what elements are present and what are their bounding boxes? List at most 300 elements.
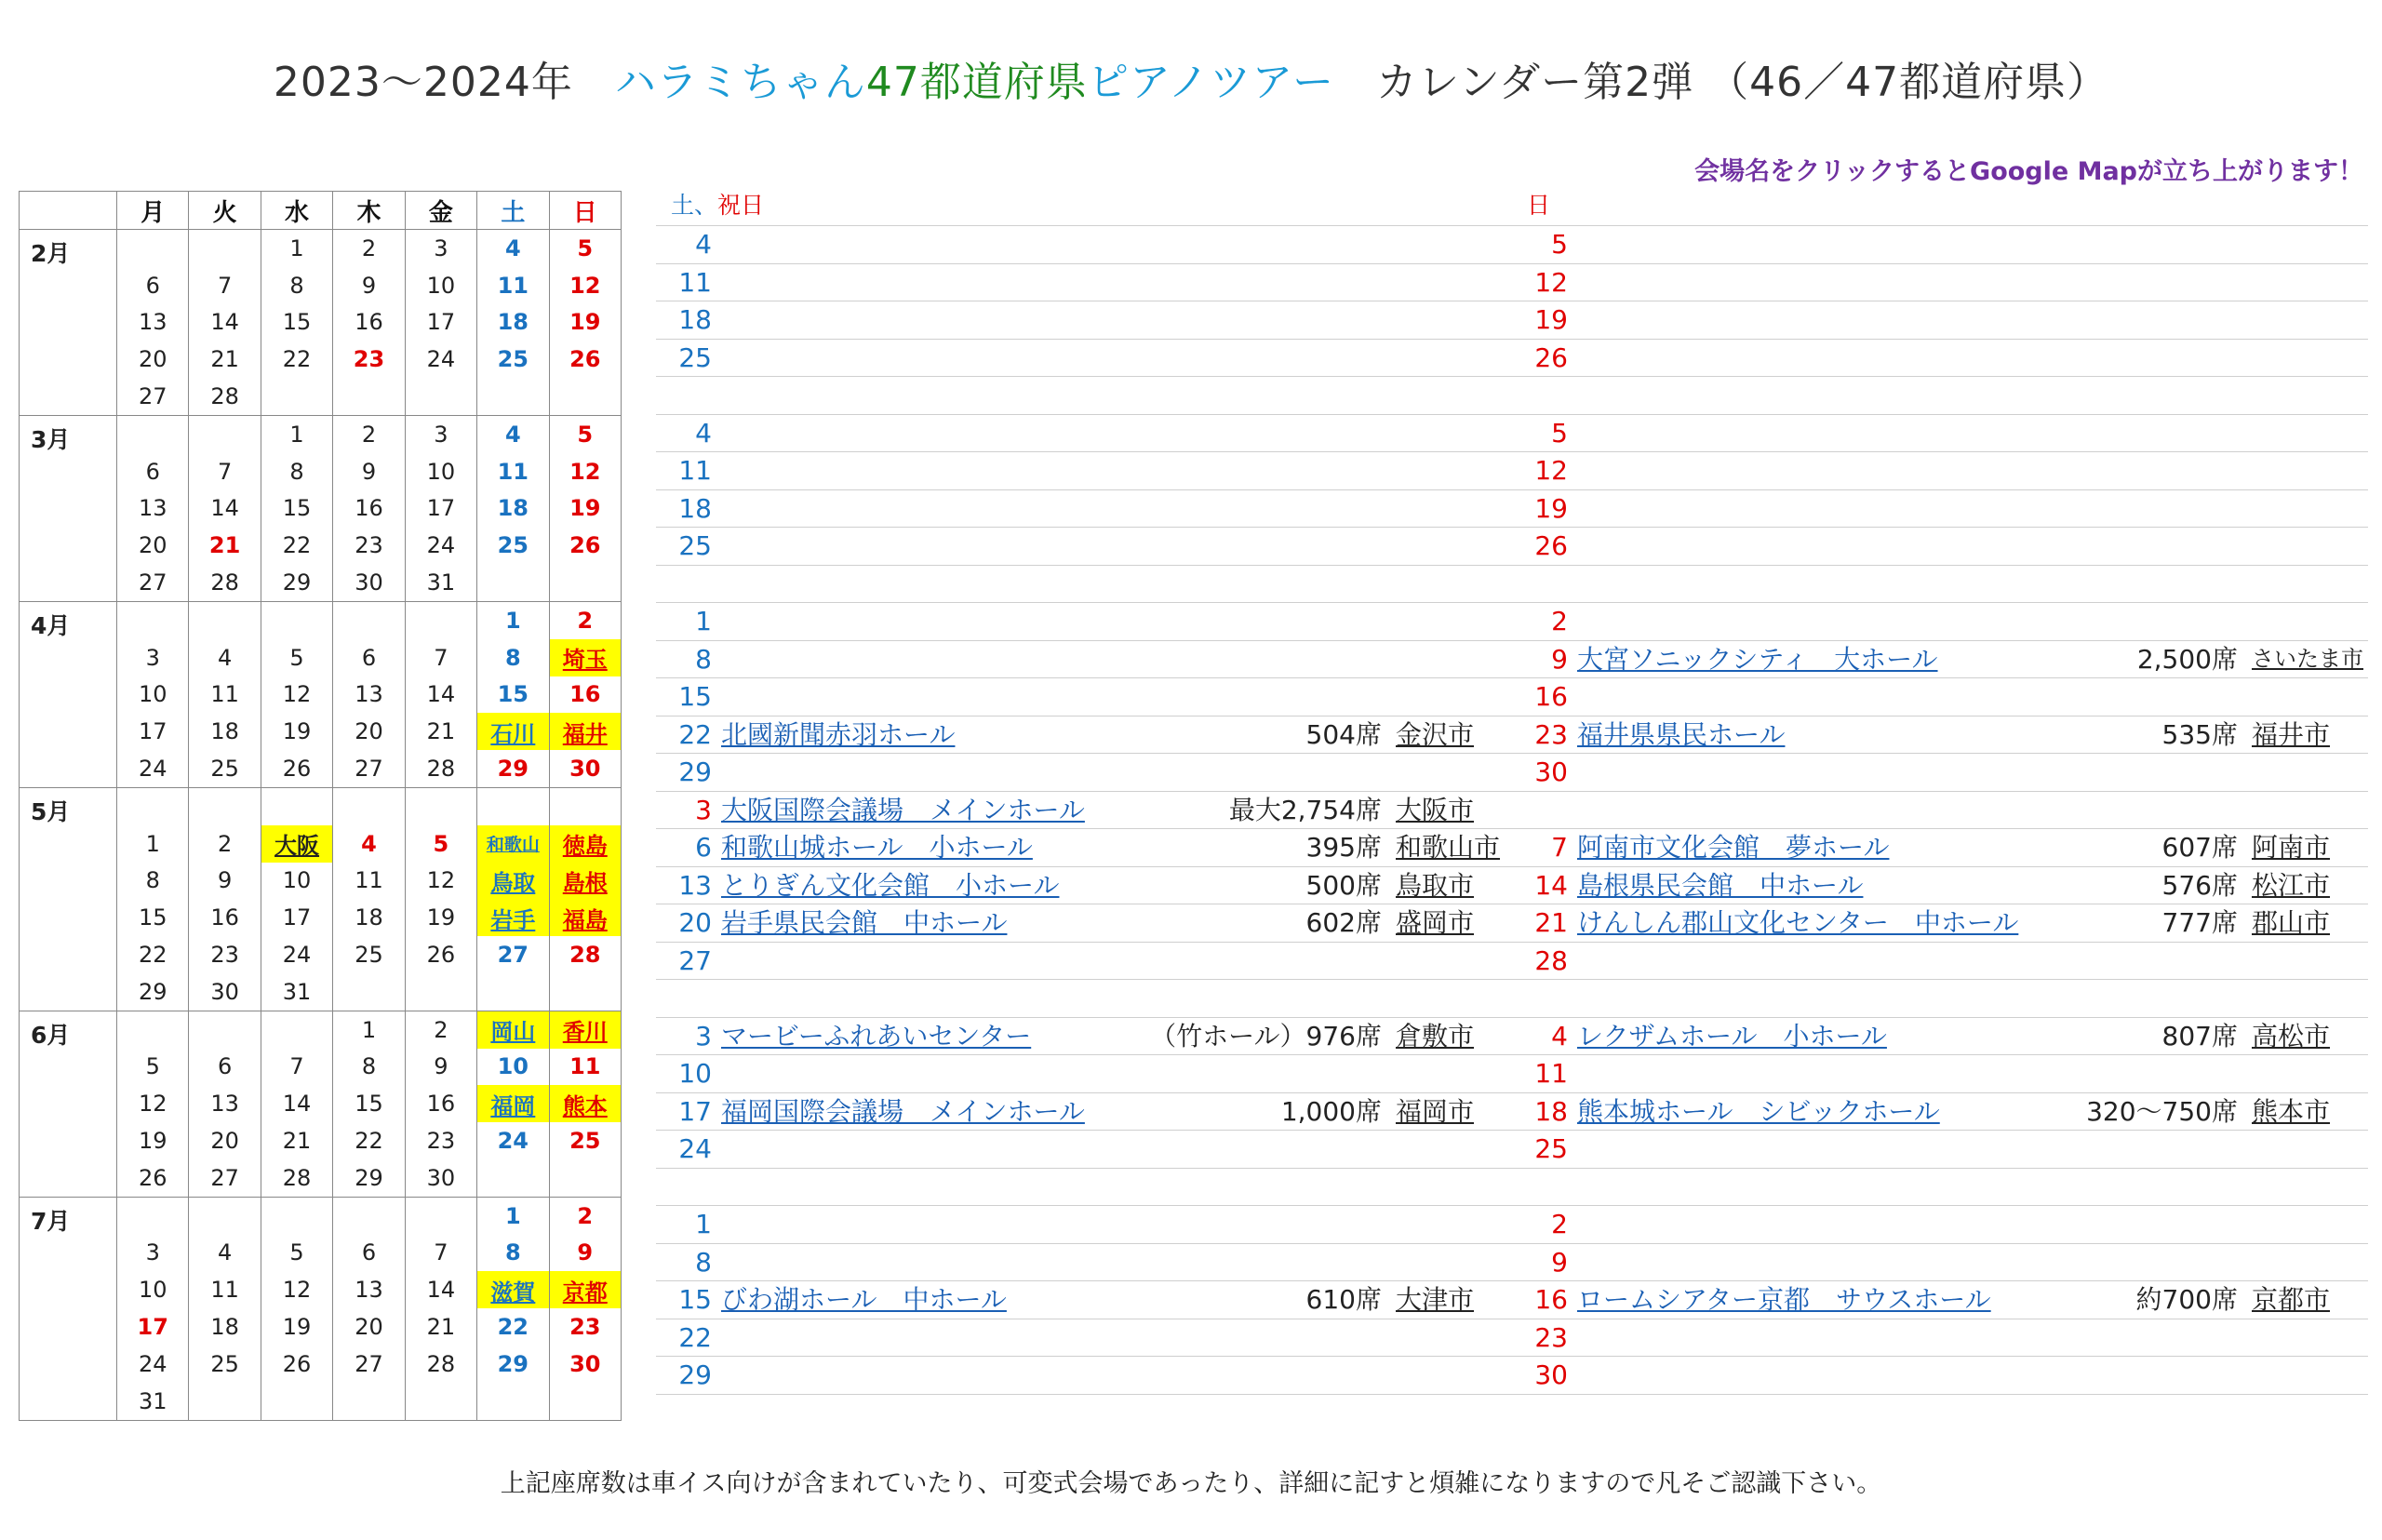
seat-count-disclaimer: 上記座席数は車イス向けが含まれていたり、可変式会場であったり、詳細に記すと煩雑になりますので凡そご認識下さい。 bbox=[500, 1469, 1882, 1498]
calendar-day-cell bbox=[549, 1159, 621, 1197]
event-row bbox=[656, 1055, 1512, 1093]
event-row bbox=[656, 716, 1512, 755]
event-day: 18 bbox=[1534, 1095, 1568, 1127]
event-row bbox=[656, 264, 1512, 302]
calendar-day-cell bbox=[189, 787, 261, 824]
calendar-day-cell: 12 bbox=[261, 1271, 332, 1308]
tour-date-cell[interactable] bbox=[477, 825, 549, 863]
calendar-day-cell: 7 bbox=[405, 1235, 476, 1272]
calendar-day-cell: 15 bbox=[477, 676, 549, 714]
event-row bbox=[656, 1319, 1512, 1358]
calendar-week-row bbox=[20, 415, 622, 452]
event-row bbox=[1512, 943, 2368, 981]
city-name: 倉敷市 bbox=[1396, 1020, 1475, 1051]
event-day: 18 bbox=[678, 492, 712, 524]
calendar-day-cell: 26 bbox=[261, 750, 332, 787]
calendar-day-cell bbox=[189, 1011, 261, 1048]
calendar-day-cell bbox=[405, 1197, 476, 1234]
calendar-week-row bbox=[20, 601, 622, 638]
tour-date-cell[interactable] bbox=[549, 825, 621, 863]
calendar-day-cell: 25 bbox=[477, 341, 549, 378]
calendar-day-cell: 4 bbox=[189, 639, 261, 676]
calendar-day-cell: 13 bbox=[117, 304, 189, 341]
calendar-day-cell: 8 bbox=[333, 1049, 405, 1086]
calendar-day-cell: 25 bbox=[477, 527, 549, 564]
event-row bbox=[656, 1131, 1512, 1169]
event-row bbox=[1512, 754, 2368, 792]
tour-date-cell[interactable] bbox=[549, 1011, 621, 1048]
seat-count: 576席 bbox=[2161, 869, 2238, 901]
calendar-day-cell: 24 bbox=[261, 936, 332, 973]
event-row bbox=[1512, 1093, 2368, 1132]
calendar-day-cell: 17 bbox=[117, 713, 189, 750]
venue-map-link[interactable]: とりぎん文化会館 小ホール bbox=[721, 869, 1060, 901]
event-row bbox=[1512, 226, 2368, 264]
venue-map-link[interactable]: ロームシアター京都 サウスホール bbox=[1577, 1284, 1991, 1315]
event-day: 18 bbox=[678, 304, 712, 335]
event-day: 4 bbox=[695, 417, 712, 449]
venue-map-link[interactable]: 大宮ソニックシティ 大ホール bbox=[1577, 643, 1938, 675]
calendar-day-cell: 24 bbox=[405, 341, 476, 378]
calendar-day-cell: 11 bbox=[189, 676, 261, 714]
calendar-day-cell: 30 bbox=[405, 1159, 476, 1197]
tour-date-cell[interactable] bbox=[477, 713, 549, 750]
tour-date-cell[interactable] bbox=[549, 1271, 621, 1308]
seat-count: 最大2,754席 bbox=[1228, 794, 1382, 825]
calendar-day-cell: 12 bbox=[117, 1085, 189, 1122]
calendar-day-cell bbox=[405, 378, 476, 415]
calendar-day-cell bbox=[333, 601, 405, 638]
calendar-day-cell: 7 bbox=[189, 267, 261, 304]
calendar-day-cell bbox=[189, 601, 261, 638]
event-row bbox=[656, 1169, 1512, 1207]
event-day: 22 bbox=[678, 1321, 712, 1353]
event-row bbox=[656, 1244, 1512, 1282]
calendar-day-cell bbox=[117, 601, 189, 638]
calendar-day-cell: 12 bbox=[549, 267, 621, 304]
event-day: 23 bbox=[1534, 718, 1568, 750]
tour-prefecture-label: 大阪 bbox=[274, 833, 320, 860]
calendar-day-cell: 17 bbox=[405, 490, 476, 528]
calendar-day-cell: 31 bbox=[261, 973, 332, 1011]
calendar-day-cell: 25 bbox=[189, 1346, 261, 1383]
event-row bbox=[1512, 1055, 2368, 1093]
calendar-day-cell: 17 bbox=[117, 1308, 189, 1346]
calendar-day-cell: 24 bbox=[405, 527, 476, 564]
calendar-day-cell: 13 bbox=[333, 676, 405, 714]
calendar-day-cell: 8 bbox=[261, 453, 332, 490]
month-label: 3月 bbox=[20, 415, 117, 601]
tour-date-cell[interactable] bbox=[549, 899, 621, 936]
calendar-day-cell bbox=[261, 1197, 332, 1234]
calendar-day-cell: 12 bbox=[405, 863, 476, 900]
event-day: 15 bbox=[678, 1284, 712, 1315]
city-name: 高松市 bbox=[2252, 1020, 2331, 1051]
tour-date-cell[interactable] bbox=[549, 713, 621, 750]
saturday-list-header bbox=[656, 186, 1512, 226]
event-row bbox=[656, 340, 1512, 378]
weekday-sat: 土 bbox=[477, 192, 549, 230]
event-row bbox=[1512, 340, 2368, 378]
event-day: 7 bbox=[1551, 832, 1568, 863]
event-row bbox=[656, 754, 1512, 792]
city-name: 大阪市 bbox=[1396, 794, 1475, 825]
calendar-day-cell: 9 bbox=[189, 863, 261, 900]
month-label: 2月 bbox=[20, 230, 117, 416]
calendar-day-cell: 23 bbox=[405, 1122, 476, 1159]
calendar-day-cell: 18 bbox=[477, 304, 549, 341]
tour-date-cell[interactable] bbox=[477, 1271, 549, 1308]
calendar-day-cell bbox=[333, 1383, 405, 1420]
calendar-day-cell: 20 bbox=[333, 1308, 405, 1346]
calendar-day-cell: 16 bbox=[549, 676, 621, 714]
calendar-day-cell: 28 bbox=[189, 564, 261, 601]
calendar-day-cell: 7 bbox=[189, 453, 261, 490]
title-years: 2023～2024年 bbox=[273, 59, 615, 106]
calendar-day-cell bbox=[117, 415, 189, 452]
calendar-day-cell: 12 bbox=[549, 453, 621, 490]
calendar-day-cell: 5 bbox=[549, 230, 621, 267]
page-title bbox=[0, 48, 2382, 108]
calendar-day-cell bbox=[405, 973, 476, 1011]
weekday-header-row bbox=[20, 192, 622, 230]
calendar-day-cell: 23 bbox=[333, 341, 405, 378]
event-row bbox=[1512, 904, 2368, 943]
event-row bbox=[656, 904, 1512, 943]
event-day: 27 bbox=[678, 944, 712, 976]
calendar-day-cell: 29 bbox=[333, 1159, 405, 1197]
calendar-day-cell: 1 bbox=[261, 230, 332, 267]
tour-date-cell[interactable] bbox=[477, 863, 549, 900]
event-row bbox=[656, 490, 1512, 529]
event-day: 4 bbox=[1551, 1020, 1568, 1051]
title-subtitle: カレンダー第2弾 （46／47都道府県） bbox=[1334, 59, 2109, 106]
calendar-day-cell bbox=[549, 787, 621, 824]
calendar-day-cell: 21 bbox=[189, 341, 261, 378]
event-day: 6 bbox=[695, 832, 712, 863]
event-day: 5 bbox=[1551, 417, 1568, 449]
calendar-day-cell: 21 bbox=[405, 713, 476, 750]
calendar-day-cell: 28 bbox=[405, 750, 476, 787]
calendar-day-cell bbox=[549, 1383, 621, 1420]
month-label: 4月 bbox=[20, 601, 117, 787]
event-row bbox=[1512, 301, 2368, 340]
event-day: 11 bbox=[678, 455, 712, 486]
seat-count: 1,000席 bbox=[1280, 1095, 1382, 1127]
calendar-day-cell bbox=[477, 973, 549, 1011]
calendar-day-cell: 26 bbox=[549, 341, 621, 378]
venue-map-link[interactable]: 和歌山城ホール 小ホール bbox=[721, 832, 1033, 863]
event-row bbox=[1512, 377, 2368, 415]
tour-prefecture-label: 福井 bbox=[562, 720, 608, 747]
event-day: 19 bbox=[1534, 492, 1568, 524]
calendar-day-cell: 23 bbox=[549, 1308, 621, 1346]
event-day: 2 bbox=[1551, 1209, 1568, 1239]
city-name: 大津市 bbox=[1396, 1284, 1475, 1315]
calendar-day-cell: 19 bbox=[405, 899, 476, 936]
event-day: 25 bbox=[1534, 1133, 1568, 1164]
calendar-day-cell: 15 bbox=[333, 1085, 405, 1122]
calendar-day-cell bbox=[333, 973, 405, 1011]
calendar-day-cell: 17 bbox=[405, 304, 476, 341]
event-day: 3 bbox=[695, 1020, 712, 1051]
venue-map-link[interactable]: 福岡国際会議場 メインホール bbox=[721, 1095, 1085, 1127]
calendar-day-cell: 6 bbox=[333, 639, 405, 676]
city-name: 阿南市 bbox=[2252, 832, 2331, 863]
tour-date-cell[interactable] bbox=[261, 825, 332, 863]
calendar-day-cell bbox=[189, 415, 261, 452]
calendar-day-cell: 21 bbox=[261, 1122, 332, 1159]
calendar-day-cell: 5 bbox=[261, 1235, 332, 1272]
calendar-day-cell: 25 bbox=[333, 936, 405, 973]
event-row bbox=[656, 829, 1512, 867]
tour-prefecture-label: 福島 bbox=[562, 906, 608, 933]
calendar-day-cell: 23 bbox=[333, 527, 405, 564]
tour-date-cell[interactable] bbox=[477, 1085, 549, 1122]
calendar-day-cell: 26 bbox=[405, 936, 476, 973]
event-row bbox=[656, 792, 1512, 830]
calendar-day-cell: 16 bbox=[333, 490, 405, 528]
calendar-day-cell: 19 bbox=[549, 304, 621, 341]
calendar-day-cell: 1 bbox=[333, 1011, 405, 1048]
event-row bbox=[1512, 566, 2368, 604]
calendar-day-cell: 8 bbox=[477, 1235, 549, 1272]
event-day: 11 bbox=[678, 266, 712, 298]
venue-map-link[interactable]: 岩手県民会館 中ホール bbox=[721, 907, 1008, 938]
calendar-day-cell: 31 bbox=[405, 564, 476, 601]
calendar-day-cell: 19 bbox=[261, 1308, 332, 1346]
weekday-thu: 木 bbox=[333, 192, 405, 230]
event-row bbox=[656, 1018, 1512, 1056]
calendar-day-cell bbox=[333, 378, 405, 415]
venue-map-link[interactable]: 阿南市文化会館 夢ホール bbox=[1577, 832, 1890, 863]
tour-date-cell[interactable] bbox=[477, 899, 549, 936]
calendar-day-cell: 29 bbox=[261, 564, 332, 601]
event-row bbox=[1512, 829, 2368, 867]
calendar-day-cell: 25 bbox=[189, 750, 261, 787]
event-day: 12 bbox=[1534, 266, 1568, 298]
city-name: 京都市 bbox=[2252, 1284, 2331, 1315]
calendar-day-cell: 10 bbox=[261, 863, 332, 900]
calendar-day-cell: 24 bbox=[117, 750, 189, 787]
tour-date-cell[interactable] bbox=[549, 863, 621, 900]
calendar-day-cell: 11 bbox=[477, 267, 549, 304]
seat-count: （竹ホール）976席 bbox=[1150, 1020, 1382, 1051]
calendar-day-cell bbox=[477, 378, 549, 415]
holiday-header-label: 祝日 bbox=[717, 192, 765, 219]
event-row bbox=[656, 415, 1512, 453]
calendar-day-cell bbox=[261, 378, 332, 415]
event-row bbox=[1512, 1018, 2368, 1056]
calendar-day-cell: 2 bbox=[549, 601, 621, 638]
event-row bbox=[1512, 1244, 2368, 1282]
venue-map-link[interactable]: マービーふれあいセンター bbox=[721, 1020, 1032, 1051]
tour-prefecture-label: 福岡 bbox=[490, 1092, 536, 1119]
calendar-day-cell: 24 bbox=[117, 1346, 189, 1383]
calendar-day-cell: 30 bbox=[549, 750, 621, 787]
calendar-week-row bbox=[20, 230, 622, 267]
calendar-day-cell: 7 bbox=[261, 1049, 332, 1086]
calendar-day-cell: 27 bbox=[117, 564, 189, 601]
calendar-day-cell bbox=[477, 1159, 549, 1197]
calendar-day-cell: 22 bbox=[477, 1308, 549, 1346]
calendar-day-cell: 27 bbox=[477, 936, 549, 973]
calendar-day-cell: 3 bbox=[405, 230, 476, 267]
calendar-day-cell: 21 bbox=[405, 1308, 476, 1346]
event-day: 17 bbox=[678, 1095, 712, 1127]
calendar-day-cell: 3 bbox=[117, 1235, 189, 1272]
event-row bbox=[656, 566, 1512, 604]
venue-map-link[interactable]: 福井県県民ホール bbox=[1577, 718, 1786, 750]
tour-date-cell[interactable] bbox=[477, 1011, 549, 1048]
title-artist: ハラミちゃん bbox=[614, 59, 866, 106]
calendar-day-cell: 25 bbox=[549, 1122, 621, 1159]
event-day: 30 bbox=[1534, 757, 1568, 787]
calendar-day-cell: 27 bbox=[117, 378, 189, 415]
seat-count: 777席 bbox=[2161, 907, 2238, 938]
event-row bbox=[1512, 528, 2368, 566]
seat-count: 2,500席 bbox=[2136, 643, 2238, 675]
calendar-day-cell bbox=[549, 378, 621, 415]
calendar-day-cell bbox=[261, 601, 332, 638]
map-link-note: 会場名をクリックするとGoogle Mapが立ち上がります！ bbox=[1694, 157, 2363, 186]
event-day: 2 bbox=[1551, 606, 1568, 636]
calendar-day-cell: 8 bbox=[477, 639, 549, 676]
calendar-day-cell: 2 bbox=[405, 1011, 476, 1048]
calendar-day-cell: 3 bbox=[405, 415, 476, 452]
event-row bbox=[1512, 867, 2368, 905]
venue-map-link[interactable]: 熊本城ホール シビックホール bbox=[1577, 1095, 1940, 1127]
calendar-day-cell: 14 bbox=[189, 490, 261, 528]
city-name: 金沢市 bbox=[1396, 718, 1475, 750]
event-day: 23 bbox=[1534, 1321, 1568, 1353]
tour-date-cell[interactable] bbox=[549, 639, 621, 676]
calendar-day-cell bbox=[261, 1383, 332, 1420]
calendar-day-cell bbox=[117, 1011, 189, 1048]
event-row bbox=[1512, 1357, 2368, 1395]
calendar-day-cell: 15 bbox=[261, 304, 332, 341]
calendar-day-cell bbox=[477, 787, 549, 824]
saturday-header-label: 土、 bbox=[671, 192, 718, 219]
venue-map-link[interactable]: けんしん郡山文化センター 中ホール bbox=[1577, 907, 2019, 938]
event-row bbox=[1512, 1319, 2368, 1358]
event-row bbox=[656, 226, 1512, 264]
calendar-day-cell: 26 bbox=[117, 1159, 189, 1197]
event-row bbox=[1512, 641, 2368, 679]
event-day: 1 bbox=[695, 1209, 712, 1239]
calendar-day-cell: 27 bbox=[189, 1159, 261, 1197]
seat-count: 602席 bbox=[1305, 907, 1382, 938]
seat-count: 607席 bbox=[2161, 832, 2238, 863]
event-day: 29 bbox=[678, 757, 712, 787]
event-day: 13 bbox=[678, 869, 712, 901]
calendar-day-cell: 28 bbox=[405, 1346, 476, 1383]
city-name: さいたま市 bbox=[2252, 645, 2363, 672]
event-row bbox=[1512, 1281, 2368, 1319]
calendar-day-cell: 31 bbox=[117, 1383, 189, 1420]
calendar-day-cell: 19 bbox=[549, 490, 621, 528]
calendar-day-cell: 28 bbox=[549, 936, 621, 973]
venue-map-link[interactable]: 大阪国際会議場 メインホール bbox=[721, 794, 1085, 825]
calendar-day-cell: 27 bbox=[333, 1346, 405, 1383]
calendar-day-cell: 13 bbox=[189, 1085, 261, 1122]
calendar-day-cell: 6 bbox=[117, 267, 189, 304]
calendar-day-cell: 20 bbox=[333, 713, 405, 750]
calendar-day-cell: 10 bbox=[117, 1271, 189, 1308]
calendar-day-cell: 9 bbox=[333, 453, 405, 490]
calendar-day-cell: 10 bbox=[117, 676, 189, 714]
event-day: 21 bbox=[1534, 907, 1568, 938]
event-day: 8 bbox=[695, 643, 712, 675]
calendar-day-cell: 14 bbox=[405, 676, 476, 714]
weekday-sun: 日 bbox=[549, 192, 621, 230]
event-day: 9 bbox=[1551, 643, 1568, 675]
calendar-day-cell: 28 bbox=[189, 378, 261, 415]
calendar-day-cell: 12 bbox=[261, 676, 332, 714]
event-row bbox=[656, 452, 1512, 490]
calendar-day-cell: 4 bbox=[477, 230, 549, 267]
title-prefectures: 47都道府県 bbox=[865, 59, 1088, 106]
event-row bbox=[1512, 1169, 2368, 1207]
calendar-day-cell: 29 bbox=[117, 973, 189, 1011]
weekday-wed: 水 bbox=[261, 192, 332, 230]
venue-map-link[interactable]: レクザムホール 小ホール bbox=[1577, 1020, 1887, 1051]
tour-date-cell[interactable] bbox=[549, 1085, 621, 1122]
calendar-day-cell bbox=[477, 1383, 549, 1420]
calendar-day-cell: 5 bbox=[549, 415, 621, 452]
calendar-day-cell: 11 bbox=[333, 863, 405, 900]
event-row bbox=[1512, 716, 2368, 755]
calendar-day-cell bbox=[189, 1383, 261, 1420]
calendar-day-cell: 10 bbox=[405, 267, 476, 304]
calendar-day-cell: 30 bbox=[333, 564, 405, 601]
tour-prefecture-label: 埼玉 bbox=[562, 647, 608, 674]
calendar-day-cell: 6 bbox=[117, 453, 189, 490]
calendar-day-cell: 22 bbox=[333, 1122, 405, 1159]
event-day: 20 bbox=[678, 907, 712, 938]
month-label: 7月 bbox=[20, 1197, 117, 1420]
seat-count: 807席 bbox=[2161, 1020, 2238, 1051]
month-label: 6月 bbox=[20, 1011, 117, 1197]
event-day: 26 bbox=[1534, 341, 1568, 373]
calendar-day-cell bbox=[333, 1197, 405, 1234]
event-day: 9 bbox=[1551, 1246, 1568, 1278]
calendar-day-cell bbox=[549, 973, 621, 1011]
venue-map-link[interactable]: びわ湖ホール 中ホール bbox=[721, 1284, 1007, 1315]
calendar-day-cell: 4 bbox=[333, 825, 405, 863]
calendar-day-cell: 19 bbox=[117, 1122, 189, 1159]
event-day: 25 bbox=[678, 341, 712, 373]
city-name: 熊本市 bbox=[2252, 1095, 2331, 1127]
event-row bbox=[656, 377, 1512, 415]
calendar-day-cell: 13 bbox=[117, 490, 189, 528]
tour-prefecture-label: 岩手 bbox=[490, 906, 536, 933]
title-tour: ピアノツアー bbox=[1087, 59, 1334, 106]
seat-count: 320～750席 bbox=[2086, 1095, 2238, 1127]
calendar-day-cell: 1 bbox=[477, 601, 549, 638]
seat-count: 535席 bbox=[2161, 718, 2238, 750]
tour-prefecture-label: 香川 bbox=[562, 1019, 608, 1046]
calendar-day-cell: 6 bbox=[333, 1235, 405, 1272]
event-row bbox=[656, 678, 1512, 716]
event-row bbox=[656, 528, 1512, 566]
venue-map-link[interactable]: 北國新聞赤羽ホール bbox=[721, 718, 956, 750]
calendar-day-cell: 30 bbox=[189, 973, 261, 1011]
venue-map-link[interactable]: 島根県民会館 中ホール bbox=[1577, 869, 1864, 901]
calendar-day-cell: 3 bbox=[117, 639, 189, 676]
calendar-day-cell bbox=[261, 1011, 332, 1048]
calendar-day-cell: 2 bbox=[549, 1197, 621, 1234]
